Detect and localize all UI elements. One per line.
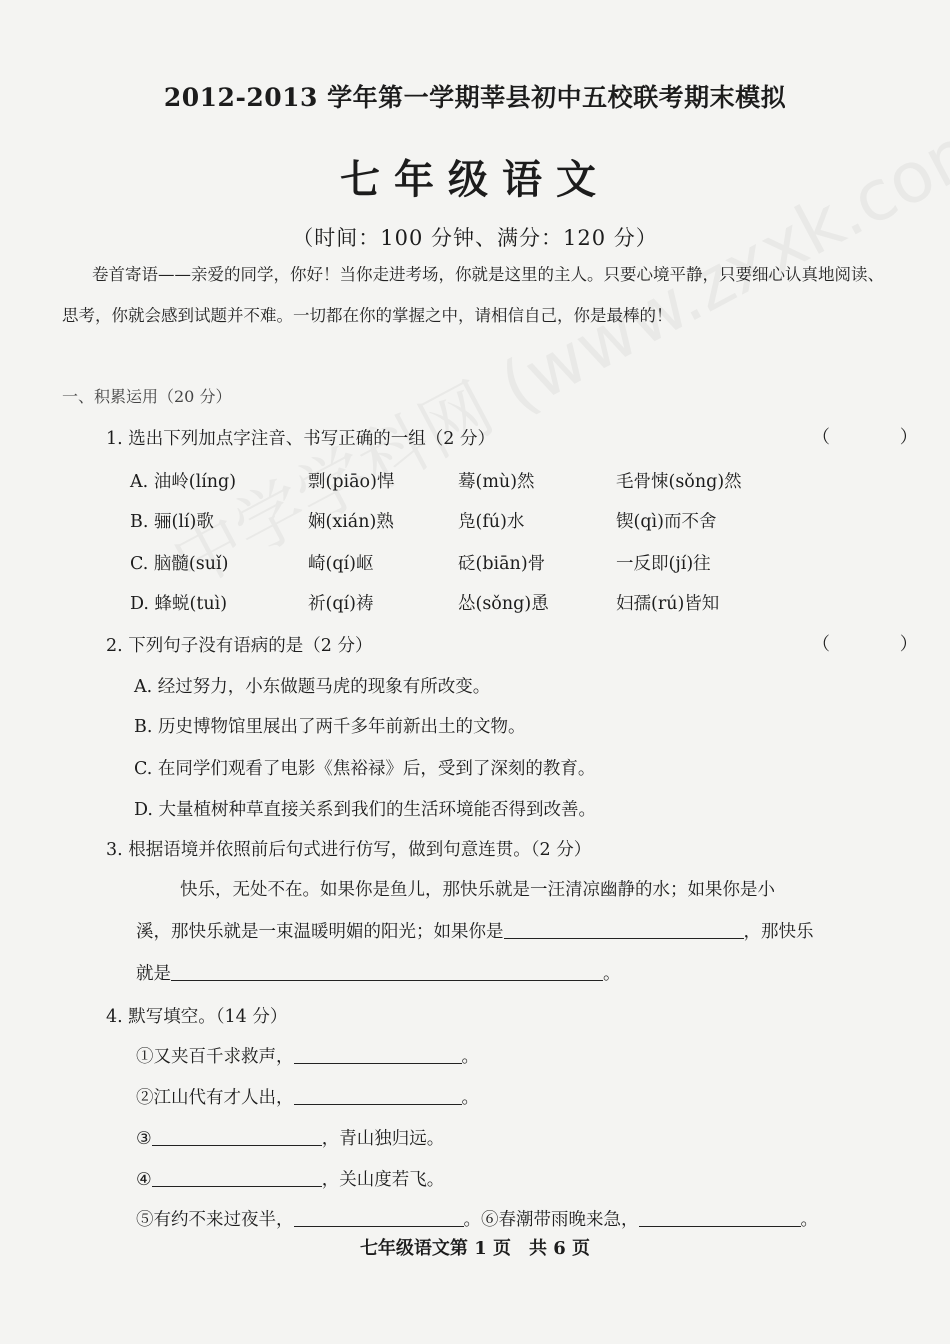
option-cell: 凫(fú)水 <box>458 512 525 532</box>
q3-text: 溪，那快乐就是一束温暖明媚的阳光；如果你是 <box>136 922 504 942</box>
fill-text: ，青山独归远。 <box>321 1129 445 1149</box>
q3-text: 就是 <box>136 964 171 984</box>
time-score: （时间：100 分钟、满分：120 分） <box>292 226 658 250</box>
q4-stem: 4. 默写填空。（14 分） <box>106 1007 288 1027</box>
fill-text: 。 <box>800 1210 818 1230</box>
q4-fill-4 <box>136 1166 444 1191</box>
option-cell: 砭(biān)骨 <box>458 554 546 574</box>
intro-message: 卷首寄语——亲爱的同学，你好！当你走进考场，你就是这里的主人。只要心境平静，只要细心认真地阅读、思考，你就会感到试题并不难。一切都在你的掌握之中，请相信自己，你是最棒的！ <box>62 265 884 325</box>
option-cell: 怂(sǒng)恿 <box>458 594 549 614</box>
q4-fill-1 <box>136 1043 479 1068</box>
q2-option-a: A. 经过努力，小东做题马虎的现象有所改变。 <box>134 677 491 697</box>
fill-text: 。 <box>461 1047 479 1067</box>
fill-blank[interactable] <box>294 1045 462 1064</box>
option-cell: 崎(qí)岖 <box>308 554 374 574</box>
option-cell: 蓦(mù)然 <box>458 472 535 492</box>
fill-text: 。 <box>461 1088 479 1108</box>
fill-blank[interactable] <box>294 1208 464 1227</box>
q2-answer-bracket: （ ） <box>812 634 950 655</box>
option-cell: D. 蜂蜕(tuì) <box>130 594 228 614</box>
option-cell: B. 骊(lí)歌 <box>130 512 214 532</box>
fill-blank[interactable] <box>639 1208 801 1227</box>
fill-text: ④ <box>136 1170 152 1190</box>
q2-option-b: B. 历史博物馆里展出了两千多年前新出土的文物。 <box>134 717 526 737</box>
exam-title: 2012-2013 学年第一学期莘县初中五校联考期末模拟 <box>163 83 787 112</box>
option-cell: 毛骨悚(sǒng)然 <box>616 472 742 492</box>
option-cell: 祈(qí)祷 <box>308 594 374 614</box>
subject-title: 七年级语文 <box>340 156 610 203</box>
fill-text: ，关山度若飞。 <box>321 1170 445 1190</box>
fill-blank[interactable] <box>152 1127 322 1146</box>
q3-text-line1: 快乐，无处不在。如果你是鱼儿，那快乐就是一汪清凉幽静的水；如果你是小 <box>180 880 775 900</box>
option-cell: 一反即(jí)往 <box>616 554 711 574</box>
q4-fill-3 <box>136 1125 444 1150</box>
q3-blank-2[interactable] <box>171 962 603 981</box>
q3-text-line2 <box>136 918 814 943</box>
fill-text: ⑤有约不来过夜半， <box>136 1210 294 1230</box>
fill-text: 。⑥春潮带雨晚来急， <box>463 1210 639 1230</box>
q1-answer-bracket: （ ） <box>812 427 950 448</box>
option-cell: 妇孺(rú)皆知 <box>616 594 720 614</box>
q3-blank-1[interactable] <box>504 920 744 939</box>
q2-option-d: D. 大量植树种草直接关系到我们的生活环境能否得到改善。 <box>134 800 597 820</box>
fill-text: ②江山代有才人出， <box>136 1088 294 1108</box>
q4-fill-5 <box>136 1206 818 1231</box>
option-cell: 剽(piāo)悍 <box>308 472 395 492</box>
q3-text: 。 <box>603 964 621 984</box>
fill-text: ①又夹百千求救声， <box>136 1047 294 1067</box>
option-cell: C. 脑髓(suǐ) <box>130 554 229 574</box>
q3-stem: 3. 根据语境并依照前后句式进行仿写，做到句意连贯。（2 分） <box>106 840 592 860</box>
fill-blank[interactable] <box>152 1168 322 1187</box>
option-cell: 娴(xián)熟 <box>308 512 394 532</box>
fill-blank[interactable] <box>294 1086 462 1105</box>
section-heading: 一、积累运用（20 分） <box>62 387 232 406</box>
q1-stem: 1. 选出下列加点字注音、书写正确的一组（2 分） <box>106 429 495 449</box>
fill-text: ③ <box>136 1129 152 1149</box>
q4-fill-2 <box>136 1084 479 1109</box>
page-footer: 七年级语文第 1 页 共 6 页 <box>359 1238 591 1259</box>
option-cell: 锲(qì)而不舍 <box>616 512 717 532</box>
q3-text: ，那快乐 <box>743 922 814 942</box>
q3-text-line3 <box>136 960 621 985</box>
option-cell: A. 油岭(líng) <box>130 472 237 492</box>
q2-option-c: C. 在同学们观看了电影《焦裕禄》后，受到了深刻的教育。 <box>134 759 596 779</box>
q2-stem: 2. 下列句子没有语病的是（2 分） <box>106 636 373 656</box>
